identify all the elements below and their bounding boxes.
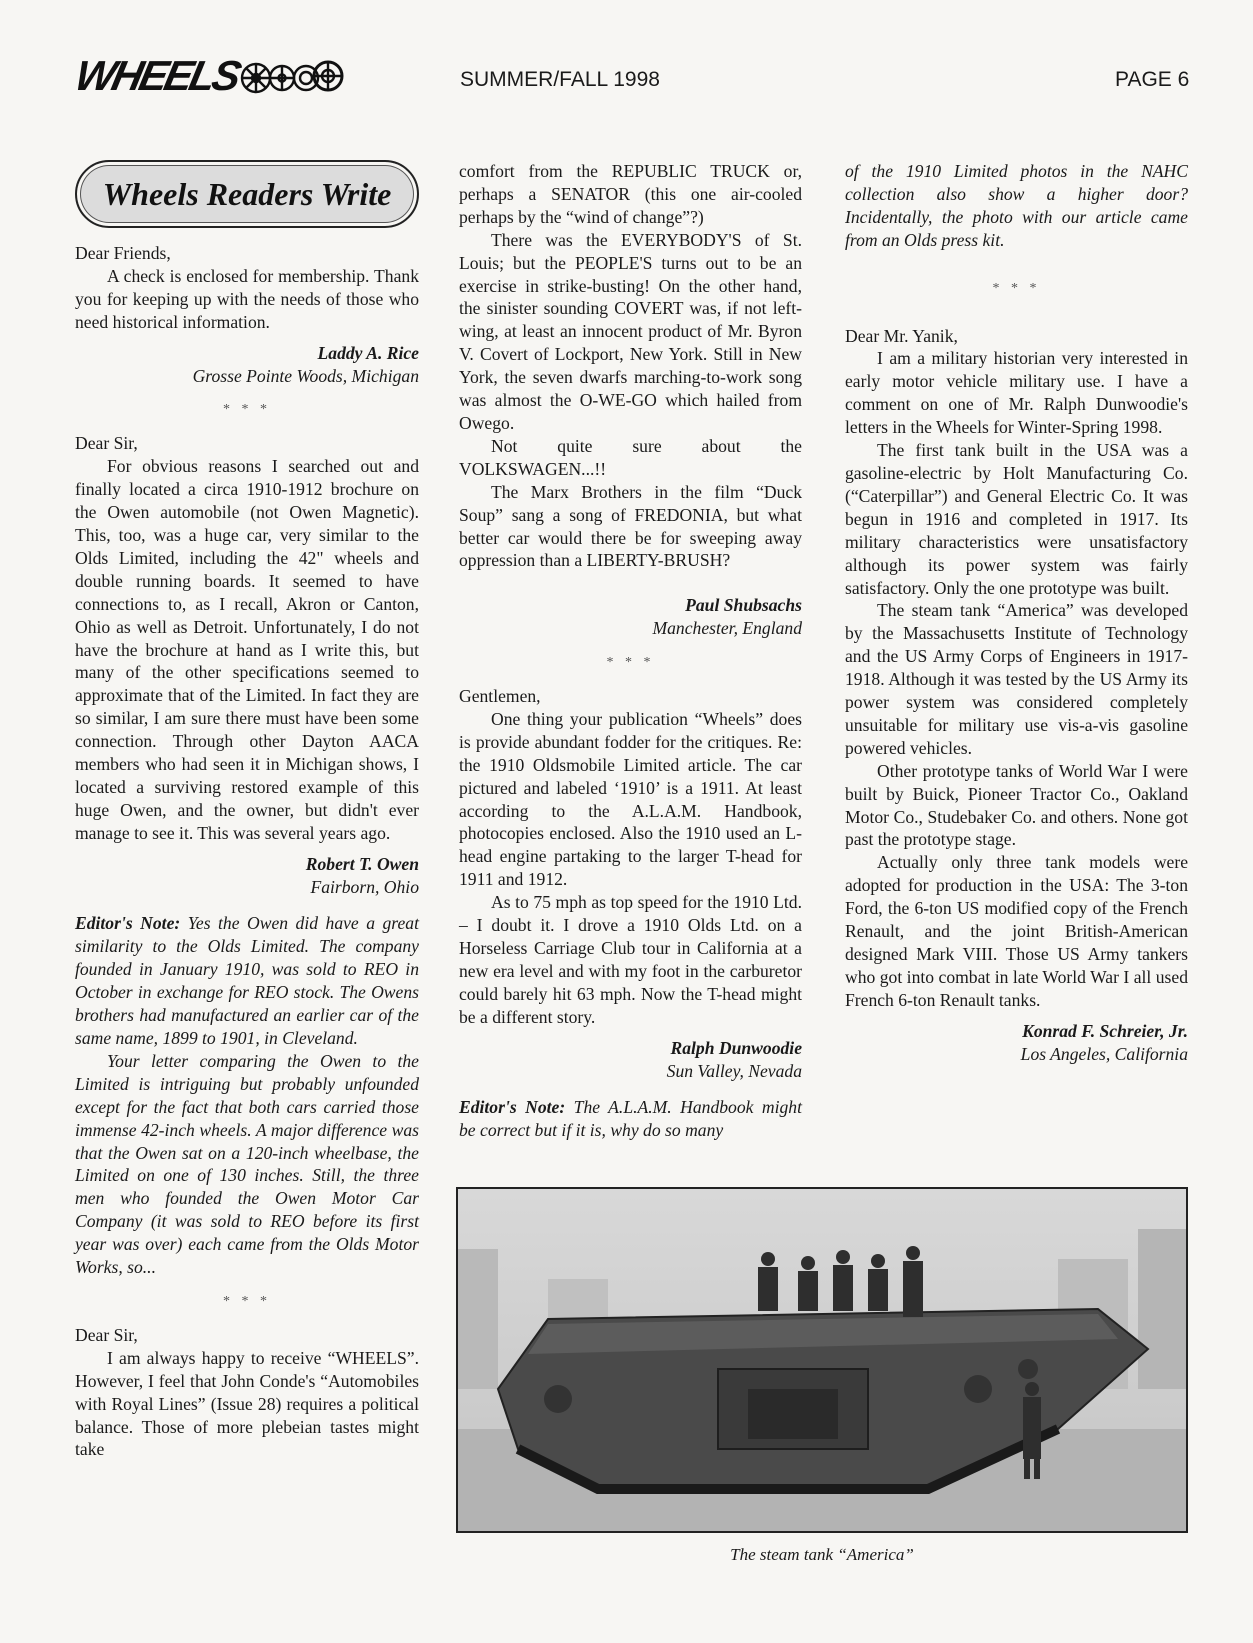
- letter1-place: Grosse Pointe Woods, Michigan: [192, 365, 419, 386]
- letter4-signature: Ralph Dunwoodie: [670, 1037, 802, 1058]
- editor-note-label: Editor's Note:: [459, 1097, 566, 1118]
- letter4-paragraph: One thing your publication “Wheels” does is provide abundant fodder for the critiques. Re: the 1910 Oldsmobile Limited article. The car pictured and labeled ‘1910’ is a 1911. At least according to the A.L.A.M. Handbook, photocopies enclosed. Also the 1910 used an L-head engine partaking to the larger T-head for 1911 and 1912.: [459, 708, 802, 890]
- wheels-logo: [71, 52, 346, 100]
- letter4-salutation: Gentlemen,: [459, 686, 541, 707]
- tank-illustration: [458, 1189, 1186, 1531]
- separator: * * *: [223, 402, 271, 418]
- letter5-paragraph: The steam tank “America” was developed by the Massachusetts Institute of Technology and the US Army Corps of Engineers in 1917-1918. Although it was tested by the US Army its power system was considered completely unsuitable for military use vis-a-vis gasoline powered vehicles.: [845, 600, 1188, 758]
- letter3-paragraph: There was the EVERYBODY'S of St. Louis; but the PEOPLE'S turns out to be an exercise in strike-busting! On the other hand, the sinister sounding COVERT was, if not left-wing, at least an innocent product of Mr. Byron V. Covert of Lockport, New York. Still in New York, the seven dwarfs marching-to-work song was almost the O-WE-GO which hailed from Owego.: [459, 229, 802, 433]
- letter2-place: Fairborn, Ohio: [310, 876, 419, 897]
- letter3-body-continued: comfort from the REPUBLIC TRUCK or, perhaps a SENATOR (this one air-cooled perhaps by the “wind of change”?): [459, 161, 802, 227]
- page-number: PAGE 6: [1115, 68, 1190, 91]
- steam-tank-photo: [456, 1187, 1188, 1533]
- letter5-paragraph: Other prototype tanks of World War I were built by Buick, Pioneer Tractor Co., Oakland Motor Co., Studebaker Co. and others. None got past the prototype stage.: [845, 760, 1188, 850]
- letter3-salutation: Dear Sir,: [75, 1324, 138, 1345]
- letter3-paragraph: The Marx Brothers in the film “Duck Soup” sang a song of FREDONIA, but what better car would there be for sweeping away oppression than a LIBERTY-BRUSH?: [459, 481, 802, 571]
- letter1-signature: Laddy A. Rice: [317, 342, 419, 363]
- letter2-body: For obvious reasons I searched out and finally located a circa 1910-1912 brochure on the Owen automobile (not Owen Magnetic). This, too, was a huge car, very similar to the Olds Limited, including the 42" wheels and double running boards. It seemed to have connections to, as I recall, Akron or Canton, Ohio as well as Detroit. Unfortunately, I do not have the brochure at hand as I write this, but many of the other specifications seemed to approximate that of the Limited. In fact they are so similar, I am sure there must have been some connection. Through other Dayton AACA members who had seen it in Michigan shows, I located a surviving restored example of this huge Owen, and the owner, but didn't ever manage to see it. This was several years ago.: [75, 456, 419, 843]
- letter3-signature: Paul Shubsachs: [685, 595, 802, 616]
- letter5-paragraph: I am a military historian very interested in early motor vehicle military use. I have a comment on one of Mr. Ralph Dunwoodie's letters in the Wheels for Winter-Spring 1998.: [845, 348, 1188, 438]
- letter3-body: I am always happy to receive “WHEELS”. However, I feel that John Conde's “Automobiles with Royal Lines” (Issue 28) requires a political balance. Those of more plebeian tastes might take: [75, 1347, 419, 1460]
- letter1-salutation: Dear Friends,: [75, 243, 171, 263]
- letter4-paragraph: As to 75 mph as top speed for the 1910 Ltd. – I doubt it. I drove a 1910 Olds Ltd. on a Horseless Carriage Club tour in California at a new era level and with my foot in the carburetor could barely hit 63 mph. Now the T-head might be a different story.: [459, 892, 802, 1027]
- editor-note-text: Yes the Owen did have a great similarity to the Olds Limited. The company founded in January 1910, was sold to REO in October in exchange for REO stock. The Owens brothers had manufactured an earlier car of the same name, 1899 to 1901, in Cleveland.: [75, 913, 419, 1048]
- letter5-paragraph: Actually only three tank models were adopted for production in the USA: The 3-ton Ford, the 6-ton US modified copy of the French Renault, and the joint British-American designed Mark VIII. Those US Army tankers who got into combat in late World War I all used French 6-ton Renault tanks.: [845, 852, 1188, 1010]
- editor-note-label: Editor's Note:: [75, 913, 181, 934]
- section-title: Wheels Readers Write: [102, 175, 392, 212]
- logo-text: WHEELS: [71, 52, 243, 99]
- letter2-salutation: Dear Sir,: [75, 433, 138, 454]
- issue-date: SUMMER/FALL 1998: [460, 68, 660, 91]
- letter5-place: Los Angeles, California: [1020, 1043, 1188, 1064]
- letter5-paragraph: The first tank built in the USA was a gasoline-electric by Holt Manufacturing Co. (“Caterpillar”) and General Electric Co. It was begun in 1916 and completed in 1917. Its military characteristics were unsatisfactory although its power system was fairly satisfactory. Only the one prototype was built.: [845, 440, 1188, 598]
- letter3-place: Manchester, England: [652, 618, 802, 639]
- letter3-paragraph: Not quite sure about the VOLKSWAGEN...!!: [459, 435, 802, 479]
- editor-note-text-2: Your letter comparing the Owen to the Limited is intriguing but probably unfounded except for the fact that both cars carried those immense 42-inch wheels. A major difference was that the Owen sat on a 120-inch wheelbase, the Limited on one of 130 inches. Still, the three men who founded the Owen Motor Car Company (it was sold to REO before its first year was over) each came from the Olds Motor Works, so...: [75, 1050, 419, 1278]
- letter5-signature: Konrad F. Schreier, Jr.: [1022, 1020, 1188, 1041]
- letter2-signature: Robert T. Owen: [305, 853, 419, 874]
- column-3: [845, 160, 1188, 1066]
- letter5-salutation: Dear Mr. Yanik,: [845, 325, 958, 346]
- column-2: [459, 160, 802, 1142]
- column-1: [75, 160, 419, 1461]
- section-title-box: [75, 160, 419, 228]
- editor-note-text: The A.L.A.M. Handbook might be correct but if it is, why do so many: [459, 1097, 802, 1141]
- separator: * * *: [223, 1293, 271, 1309]
- wheels-logo-icon: [240, 56, 344, 96]
- letter1-body: A check is enclosed for membership. Thank you for keeping up with the needs of those who need historical information.: [75, 265, 419, 332]
- separator: * * *: [992, 280, 1041, 296]
- separator: * * *: [606, 655, 655, 671]
- photo-caption: The steam tank “America”: [730, 1545, 914, 1564]
- letter4-place: Sun Valley, Nevada: [666, 1060, 802, 1081]
- editor-note-continued: of the 1910 Limited photos in the NAHC collection also show a higher door? Incidentally, the photo with our article came from an Olds press kit.: [845, 161, 1188, 250]
